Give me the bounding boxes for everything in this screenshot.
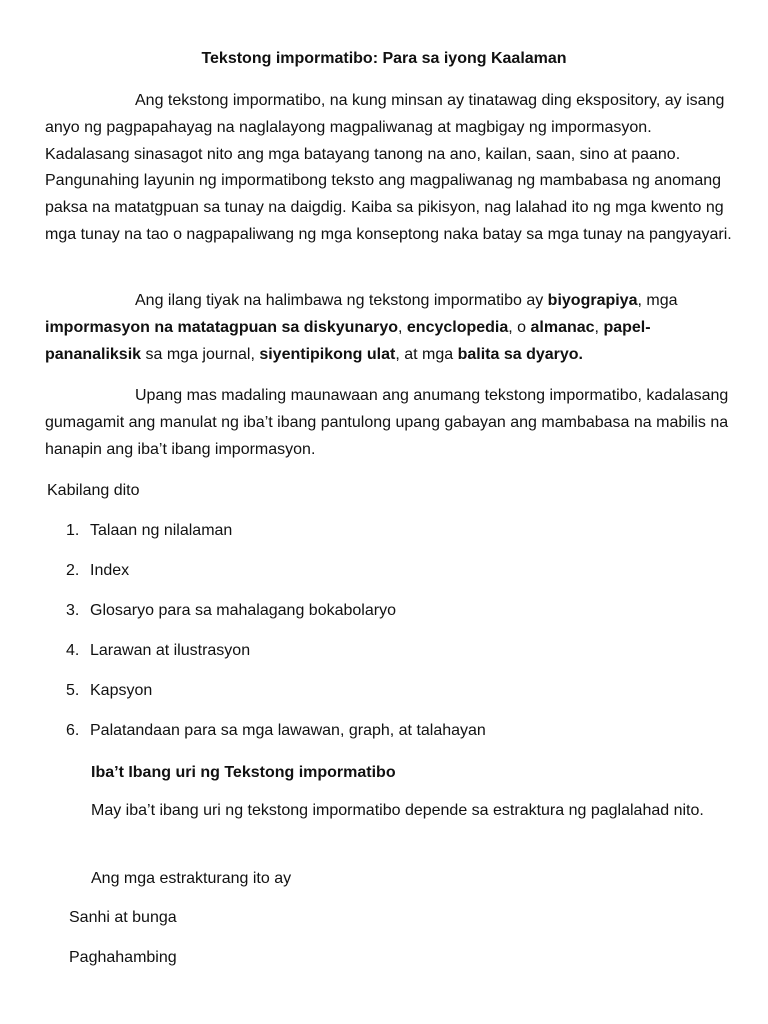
paragraph-aids-text: Upang mas madaling maunawaan ang anumang tekstong impormatibo, kadalasang gumagamit ang manulat ng iba’t ibang pantulong upang gabayan ang mambabasa na mabilis na hanapin ang iba’t ibang impormasyon. [45, 387, 729, 458]
list-number: 3. [66, 602, 80, 619]
document-title: Tekstong impormatibo: Para sa iyong Kaalaman [201, 50, 567, 67]
examples-text: , o [508, 318, 531, 336]
list-number: 5. [66, 682, 80, 699]
structures-intro: Ang mga estrakturang ito ay [91, 870, 292, 887]
list-item [66, 558, 486, 598]
example-term: encyclopedia [406, 318, 509, 336]
paragraph-intro [45, 88, 735, 249]
list-item [66, 678, 486, 718]
list-number: 2. [66, 562, 80, 579]
list-intro: Kabilang dito [47, 482, 140, 499]
list-item-text: Larawan at ilustrasyon [90, 642, 251, 659]
examples-text: sa mga journal, [141, 345, 260, 363]
section-text: May iba’t ibang uri ng tekstong impormatibo depende sa estraktura ng paglalahad nito. [91, 802, 704, 819]
aids-list [66, 518, 486, 758]
list-number: 6. [66, 722, 80, 739]
list-item [66, 718, 486, 758]
structure-item: Sanhi at bunga [69, 909, 177, 926]
example-term: siyentipikong ulat [259, 345, 396, 363]
list-item [66, 518, 486, 558]
example-term: impormasyon na matatagpuan sa diskyunaryo [45, 318, 398, 336]
paragraph-intro-text: Ang tekstong impormatibo, na kung minsan ay tinatawag ding ekspository, ay isang anyo ng pagpapahayag na naglalayong magpaliwanag at magbigay ng impormasyon. Kadalasang sinasagot nito ang mga batayang tanong na ano, kailan, saan, sino at paano. Pangunahing layunin ng impormatibong teksto ang magpaliwanag ng mambabasa ng anomang paksa na matatgpuan sa tunay na daigdig. Kaiba sa pikisyon, nag lalahad ito ng mga kwento ng mga tunay na tao o nagpapaliwang ng mga konseptong naka batay sa mga tunay na pangyayari. [45, 92, 732, 243]
list-item-text: Index [90, 562, 130, 579]
examples-text: , mga [637, 292, 678, 309]
examples-text: , [398, 318, 407, 336]
example-term: papel-pananaliksik [45, 318, 651, 363]
list-number: 4. [66, 642, 80, 659]
list-item-text: Talaan ng nilalaman [90, 522, 233, 539]
examples-text: , [594, 318, 604, 336]
example-term: balita sa dyaryo. [457, 345, 583, 363]
examples-text: , at mga [395, 345, 458, 363]
example-term: biyograpiya [547, 292, 638, 309]
section-heading: Iba’t Ibang uri ng Tekstong impormatibo [91, 764, 396, 781]
list-item-text: Palatandaan para sa mga lawawan, graph, at talahayan [90, 722, 486, 739]
list-number: 1. [66, 522, 80, 539]
paragraph-examples [45, 288, 735, 368]
list-item [66, 598, 486, 638]
list-item-text: Kapsyon [90, 682, 153, 699]
list-item-text: Glosaryo para sa mahalagang bokabolaryo [90, 602, 396, 619]
examples-text: Ang ilang tiyak na halimbawa ng tekstong impormatibo ay [135, 292, 548, 309]
example-term: almanac [530, 318, 595, 336]
list-item [66, 638, 486, 678]
structure-item: Paghahambing [69, 949, 177, 966]
paragraph-aids [45, 383, 735, 463]
